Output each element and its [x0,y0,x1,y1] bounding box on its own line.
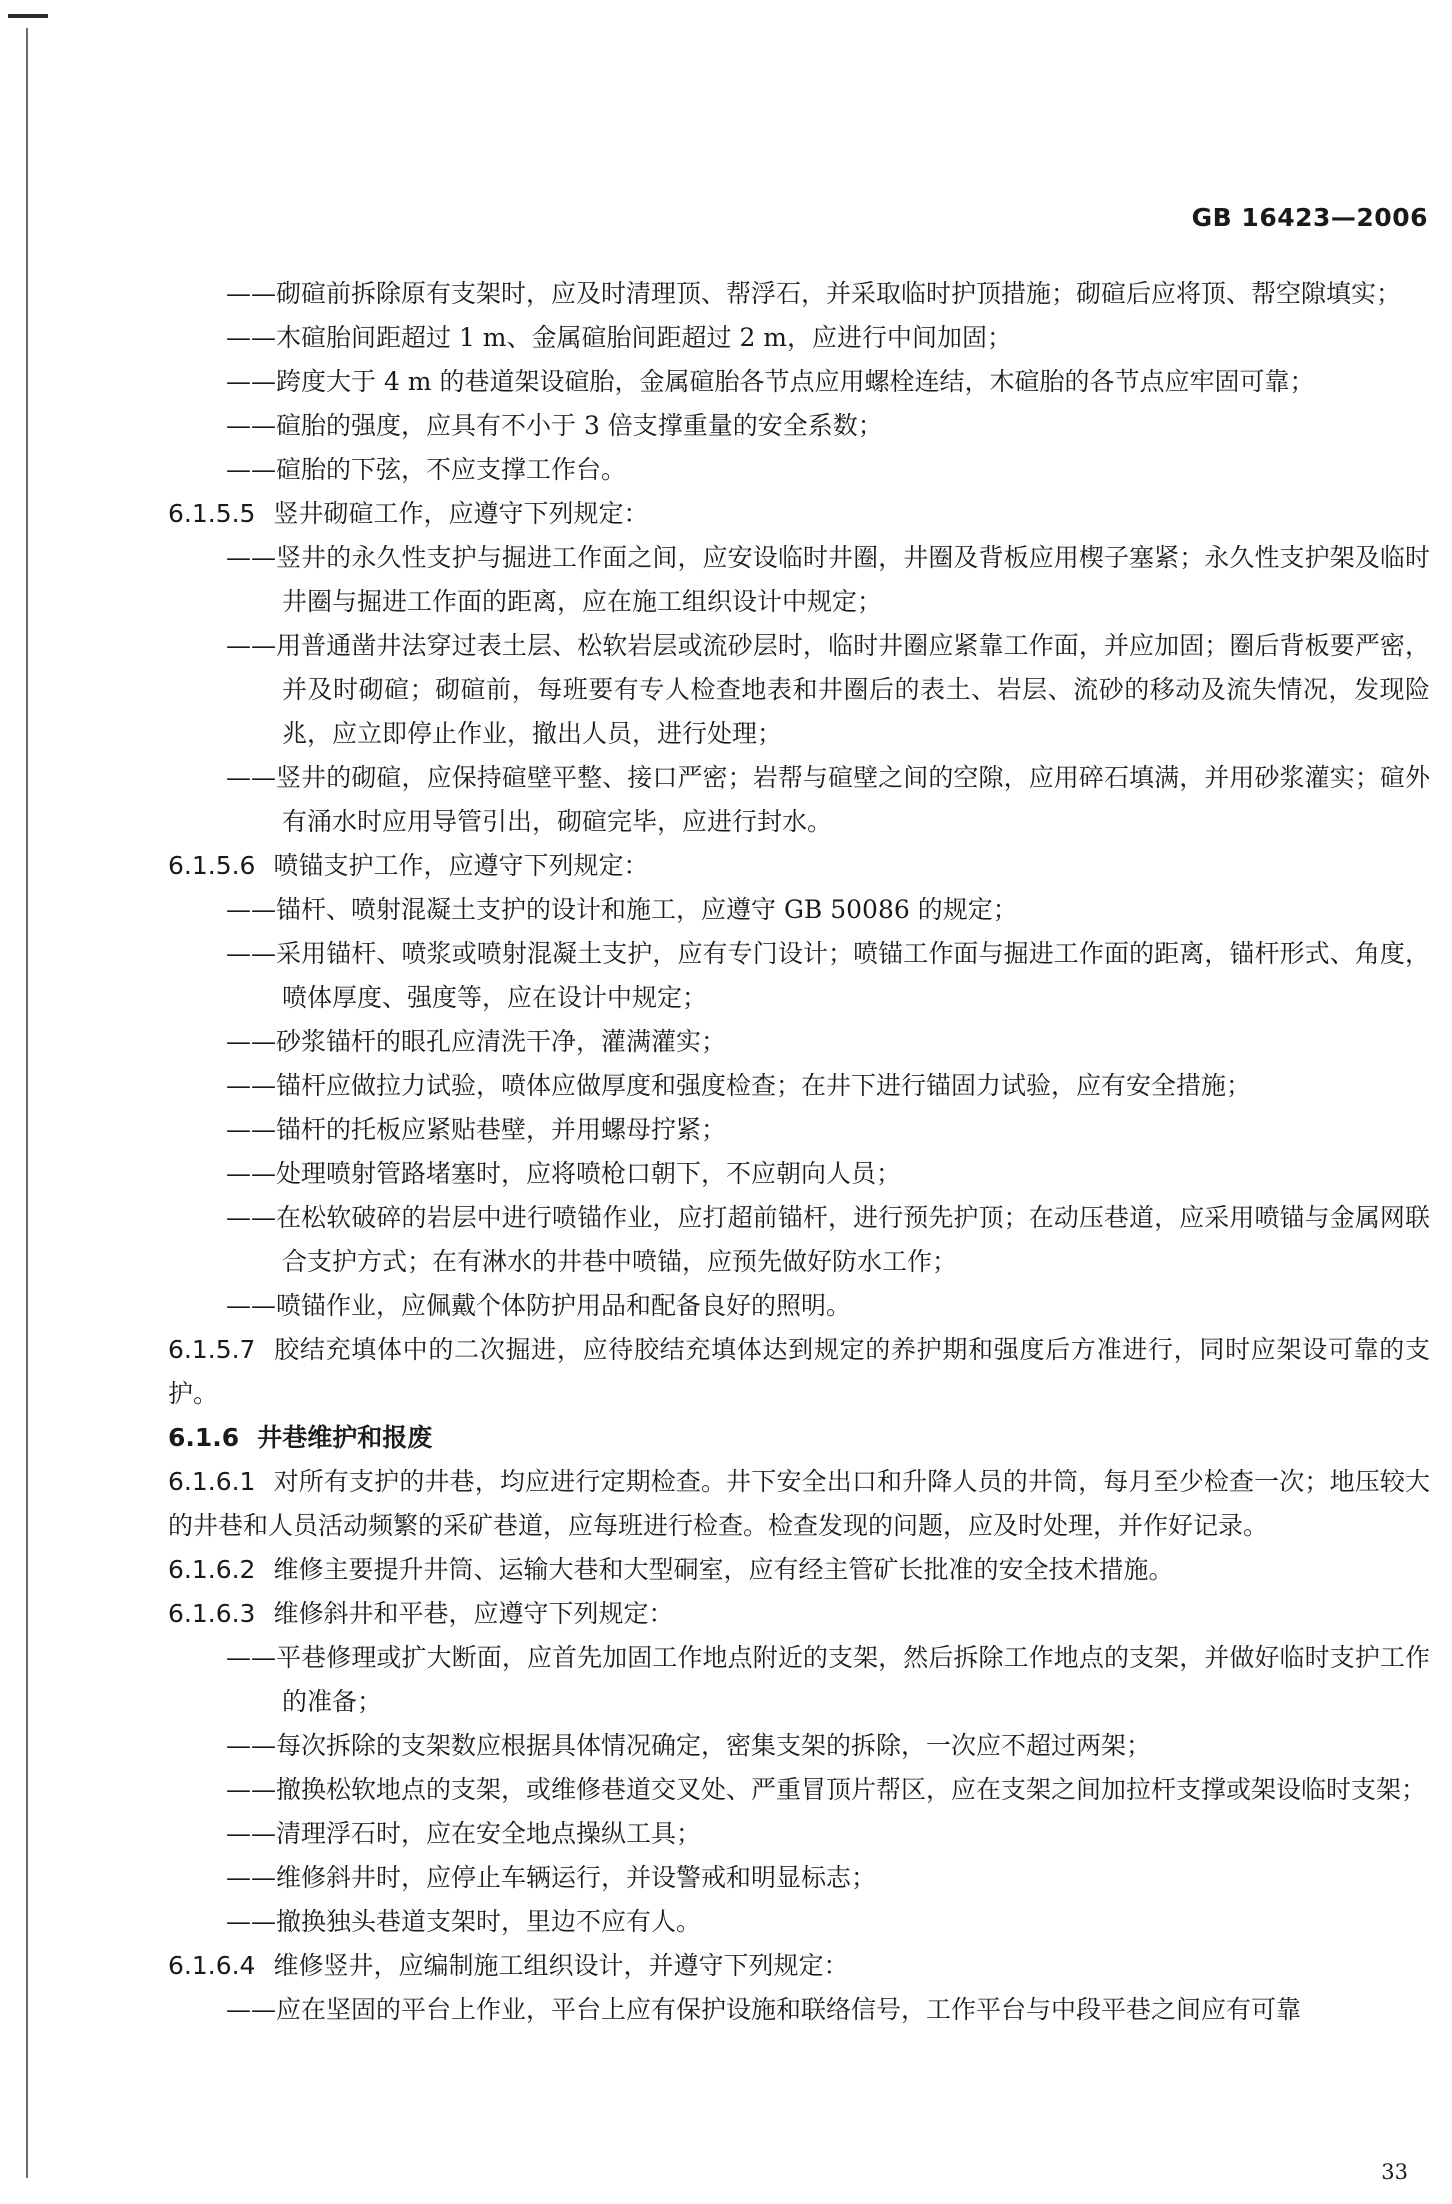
clause-number: 6.1.6.1 [168,1467,256,1496]
list-item: ——采用锚杆、喷浆或喷射混凝土支护，应有专门设计；喷锚工作面与掘进工作面的距离，锚杆形式、角度，喷体厚度、强度等，应在设计中规定； [226,939,1430,1012]
list-item: ——维修斜井时，应停止车辆运行，并设警戒和明显标志； [226,1863,877,1892]
list-item: ——跨度大于 4 m 的巷道架设碹胎，金属碹胎各节点应用螺栓连结，木碹胎的各节点应牢固可靠； [226,367,1315,396]
list-item: ——用普通凿井法穿过表土层、松软岩层或流砂层时，临时井圈应紧靠工作面，并应加固；圈后背板要严密，并及时砌碹；砌碹前，每班要有专人检查地表和井圈后的表土、岩层、流砂的移动及流失情况，发现险兆，应立即停止作业，撤出人员，进行处理； [226,631,1430,748]
page-body [168,272,1430,2032]
list-item: ——竖井的永久性支护与掘进工作面之间，应安设临时井圈，井圈及背板应用楔子塞紧；永久性支护架及临时井圈与掘进工作面的距离，应在施工组织设计中规定； [226,543,1430,616]
list-item: ——平巷修理或扩大断面，应首先加固工作地点附近的支架，然后拆除工作地点的支架，并做好临时支护工作的准备； [226,1643,1430,1716]
clause-number: 6.1.6 [168,1423,240,1452]
clause-number: 6.1.5.6 [168,851,256,880]
list-item: ——在松软破碎的岩层中进行喷锚作业，应打超前锚杆，进行预先护顶；在动压巷道，应采用喷锚与金属网联合支护方式；在有淋水的井巷中喷锚，应预先做好防水工作； [226,1203,1430,1276]
list-item: ——木碹胎间距超过 1 m、金属碹胎间距超过 2 m，应进行中间加固； [226,323,1013,352]
page-number: 33 [1381,2160,1408,2184]
list-item: ——锚杆的托板应紧贴巷壁，并用螺母拧紧； [226,1115,727,1144]
clause-number: 6.1.5.7 [168,1335,256,1364]
clause-paragraph [168,492,1430,536]
list-item: ——应在坚固的平台上作业，平台上应有保护设施和联络信号，工作平台与中段平巷之间应有可靠 [226,1995,1302,2024]
binding-margin-mark [8,14,48,18]
clause-text: 喷锚支护工作，应遵守下列规定： [273,851,649,880]
list-item: ——碹胎的下弦，不应支撑工作台。 [226,455,627,484]
list-item: ——砂浆锚杆的眼孔应清洗干净，灌满灌实； [226,1027,727,1056]
binding-margin-line [26,28,28,2178]
clause-number: 6.1.6.2 [168,1555,256,1584]
clause-text: 对所有支护的井巷，均应进行定期检查。井下安全出口和升降人员的井筒，每月至少检查一次；地压较大的井巷和人员活动频繁的采矿巷道，应每班进行检查。检查发现的问题，应及时处理，并作好记录。 [168,1467,1430,1540]
list-item: ——喷锚作业，应佩戴个体防护用品和配备良好的照明。 [226,1291,852,1320]
clause-number: 6.1.6.3 [168,1599,256,1628]
clause-text: 井巷维护和报废 [257,1423,433,1452]
clause-number: 6.1.5.5 [168,499,256,528]
clause-paragraph [168,1460,1430,1548]
list-item: ——锚杆、喷射混凝土支护的设计和施工，应遵守 GB 50086 的规定； [226,895,1018,924]
list-item: ——清理浮石时，应在安全地点操纵工具； [226,1819,702,1848]
clause-paragraph [168,1328,1430,1416]
list-item: ——锚杆应做拉力试验，喷体应做厚度和强度检查；在井下进行锚固力试验，应有安全措施； [226,1071,1252,1100]
clause-paragraph [168,1548,1430,1592]
clause-text: 维修竖井，应编制施工组织设计，并遵守下列规定： [273,1951,849,1980]
clause-paragraph [168,1592,1430,1636]
list-item: ——处理喷射管路堵塞时，应将喷枪口朝下，不应朝向人员； [226,1159,902,1188]
list-item: ——撤换松软地点的支架，或维修巷道交叉处、严重冒顶片帮区，应在支架之间加拉杆支撑或架设临时支架； [226,1775,1427,1804]
clause-paragraph [168,844,1430,888]
clause-text: 维修斜井和平巷，应遵守下列规定： [273,1599,674,1628]
clause-text: 胶结充填体中的二次掘进，应待胶结充填体达到规定的养护期和强度后方准进行，同时应架设可靠的支护。 [168,1335,1430,1408]
clause-text: 竖井砌碹工作，应遵守下列规定： [273,499,649,528]
clause-number: 6.1.6.4 [168,1951,256,1980]
list-item: ——砌碹前拆除原有支架时，应及时清理顶、帮浮石，并采取临时护顶措施；砌碹后应将顶、帮空隙填实； [226,279,1402,308]
section-heading [168,1416,1430,1460]
clause-text: 维修主要提升井筒、运输大巷和大型硐室，应有经主管矿长批准的安全技术措施。 [273,1555,1174,1584]
clause-paragraph [168,1944,1430,1988]
standard-number: GB 16423—2006 [1191,203,1428,232]
list-item: ——碹胎的强度，应具有不小于 3 倍支撑重量的安全系数； [226,411,883,440]
list-item: ——竖井的砌碹，应保持碹壁平整、接口严密；岩帮与碹壁之间的空隙，应用碎石填满，并用砂浆灌实；碹外有涌水时应用导管引出，砌碹完毕，应进行封水。 [226,763,1430,836]
list-item: ——每次拆除的支架数应根据具体情况确定，密集支架的拆除，一次应不超过两架； [226,1731,1152,1760]
list-item: ——撤换独头巷道支架时，里边不应有人。 [226,1907,702,1936]
